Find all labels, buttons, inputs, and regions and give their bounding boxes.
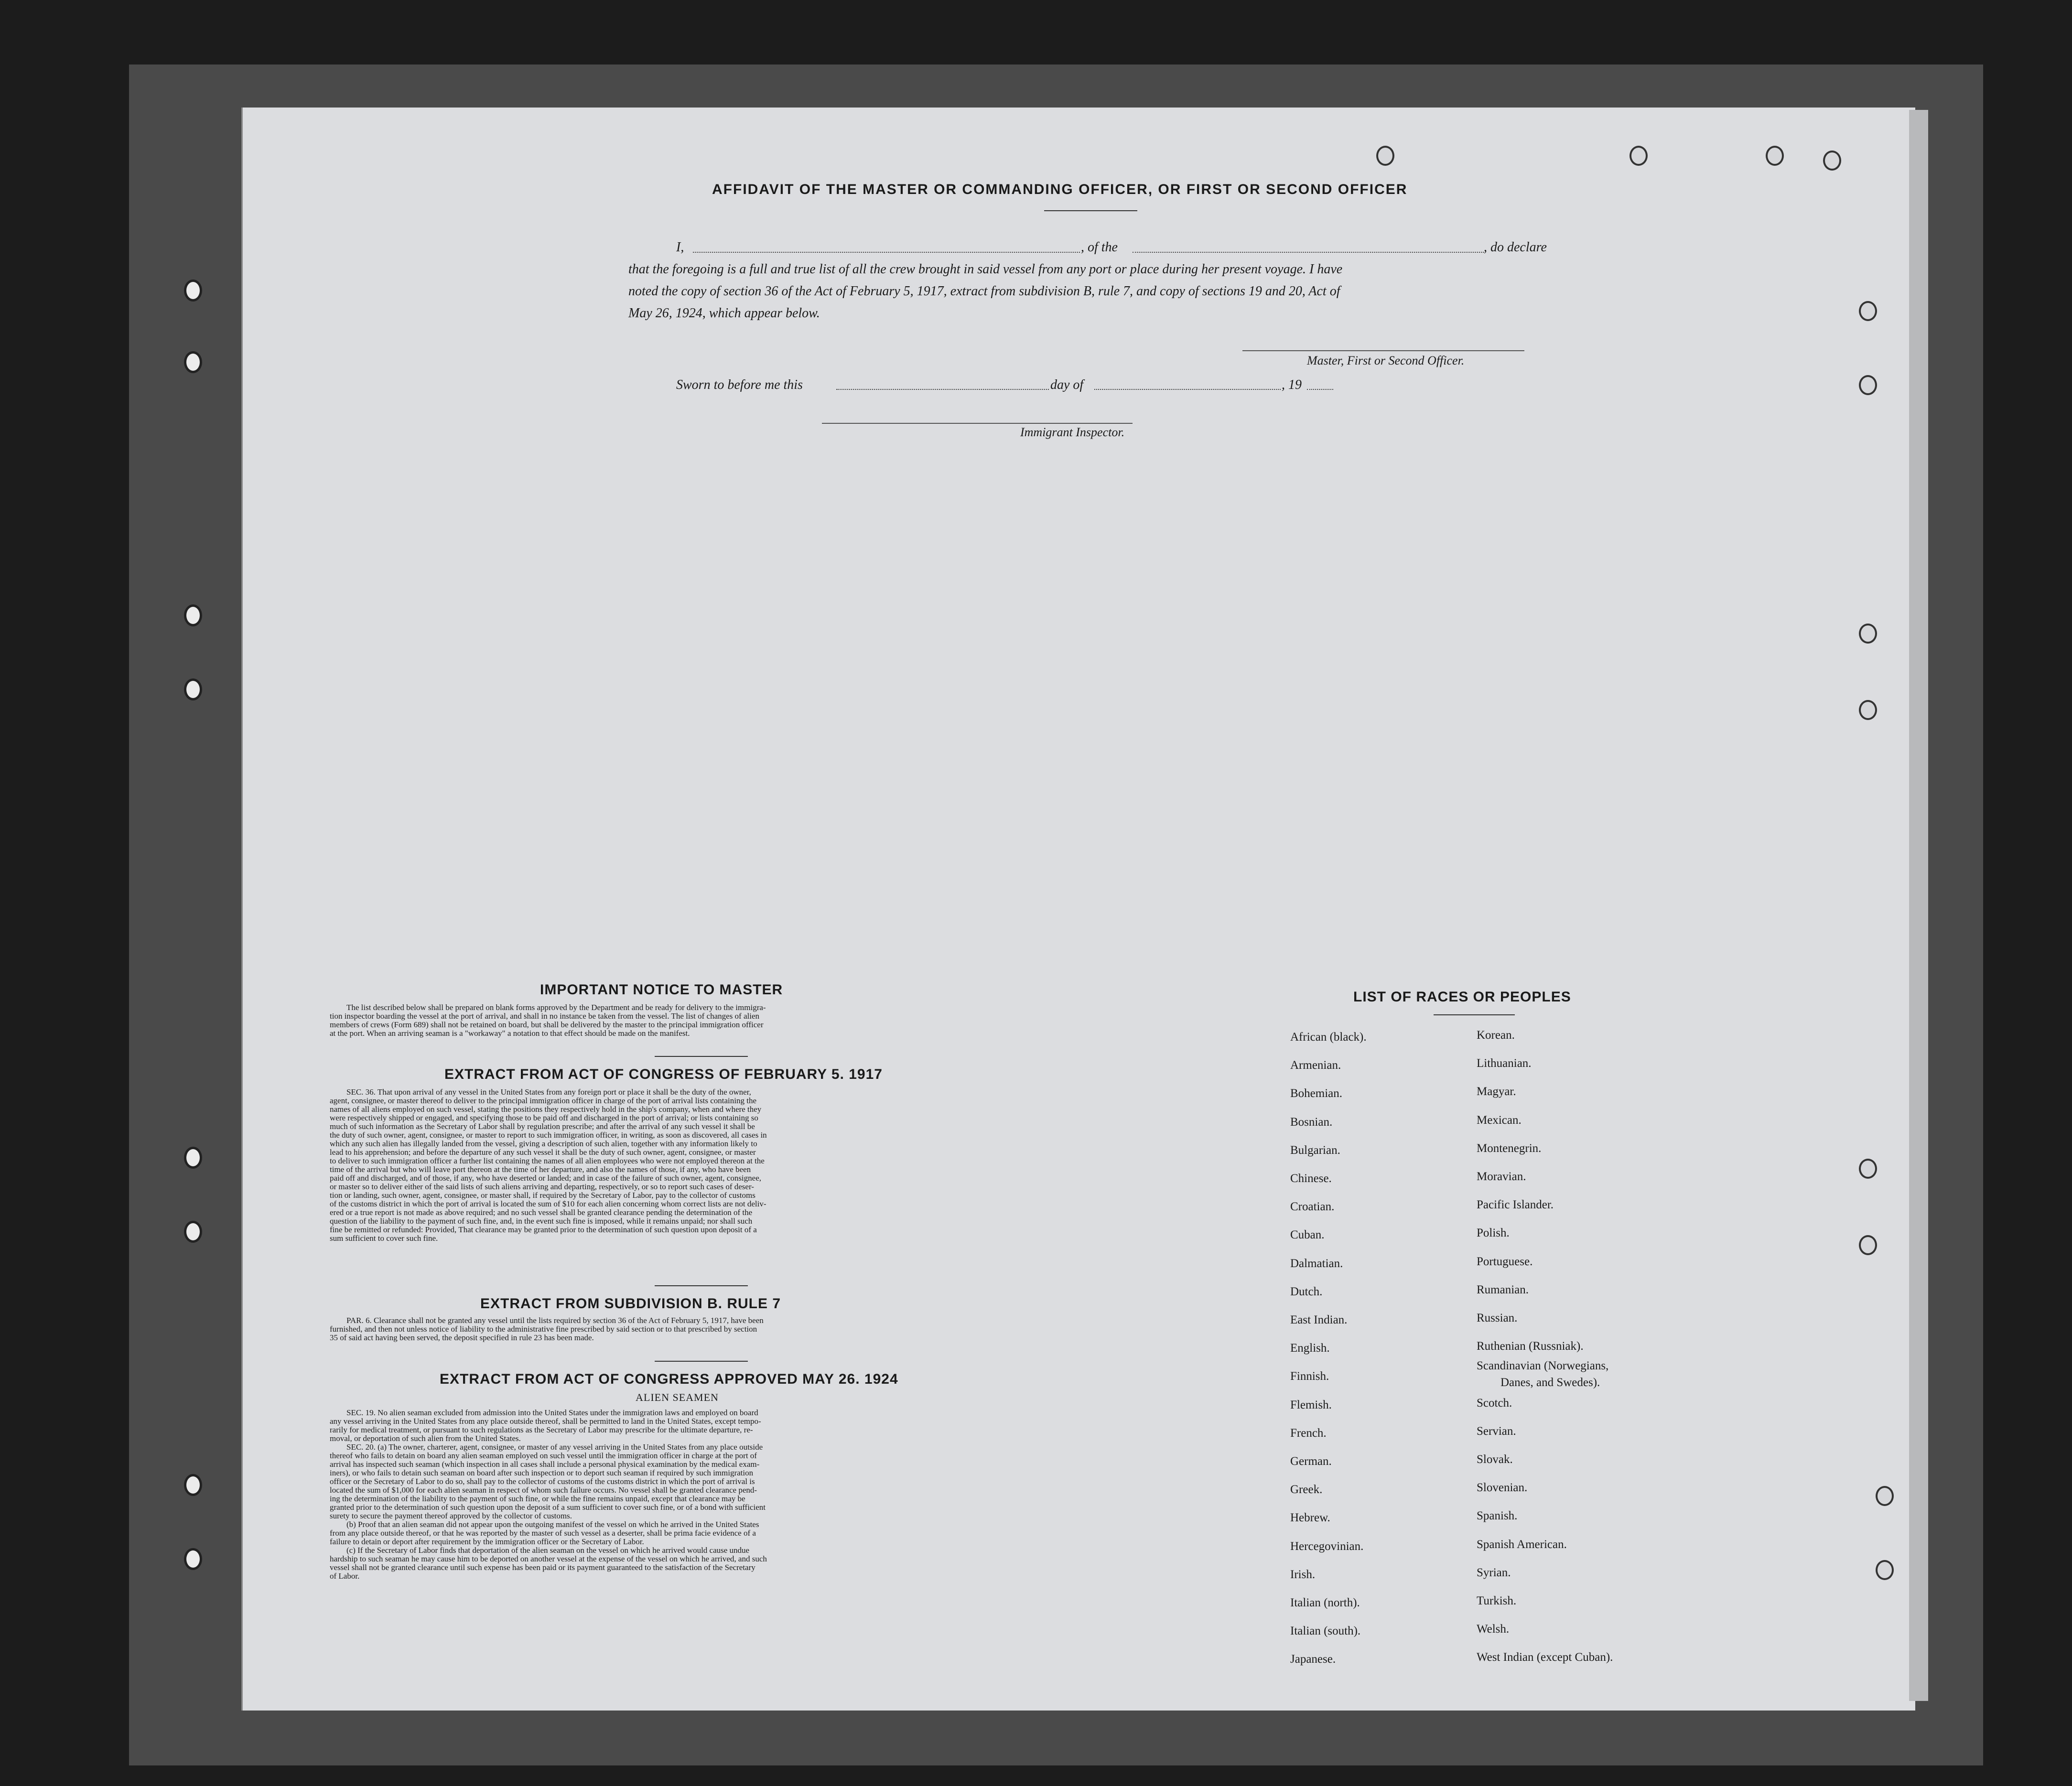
section-36-line: names of all aliens employed on such vessel, stating the positions they respectively hold in the ship's company, when and where they	[330, 1105, 762, 1114]
extract-1917-title: EXTRACT FROM ACT OF CONGRESS OF FEBRUARY 5. 1917	[444, 1066, 883, 1082]
races-title: LIST OF RACES OR PEOPLES	[1353, 989, 1571, 1005]
section-line: granted prior to the determination of such question upon the deposit of a sum sufficient to cover such fine, or of a bond with sufficient	[330, 1503, 766, 1512]
divider	[1044, 210, 1137, 211]
race-item: Cuban.	[1290, 1228, 1325, 1242]
section-line: rarily for medical treatment, or pursuant to such regulations as the Secretary of Labor may prescribe for the ultimate departure, re-	[330, 1425, 753, 1434]
rule7-line: PAR. 6. Clearance shall not be granted any vessel until the lists required by section 36 of the Act of February 5, 1917, have been	[346, 1316, 764, 1325]
sworn-month-blank	[1094, 388, 1281, 390]
race-item: Scotch.	[1477, 1396, 1512, 1409]
binder-hole	[1859, 301, 1877, 321]
binder-hole	[184, 1474, 202, 1496]
section-line: from any place outside thereof, or that he was reported by the master of such vessel as a deserter, shall be prima facie evidence of a	[330, 1528, 756, 1538]
inspector-signature-line	[822, 423, 1133, 424]
race-item: Korean.	[1477, 1029, 1515, 1042]
race-item: East Indian.	[1290, 1313, 1348, 1326]
section-36-line: sum sufficient to cover such fine.	[330, 1234, 438, 1243]
race-item: Rumanian.	[1477, 1283, 1529, 1296]
section-line: thereof who fails to detain on board any alien seaman employed on such vessel until the immigration officer in charge at the port of	[330, 1451, 757, 1460]
race-item: Hebrew.	[1290, 1511, 1330, 1525]
race-item: Italian (north).	[1290, 1596, 1360, 1609]
section-36-line: question of the liability to the payment of such fine, and, in the event such fine is imposed, while it remains unpaid; nor shall such	[330, 1216, 753, 1226]
section-19-20-text	[330, 1409, 1044, 1581]
race-item: Chinese.	[1290, 1172, 1332, 1185]
race-item: Polish.	[1477, 1227, 1510, 1240]
binder-hole	[1859, 624, 1877, 644]
section-36-line: ered or a true report is not made as above required; and no such vessel shall be granted clearance pending the determination of the	[330, 1208, 753, 1217]
race-item: Scandinavian (Norwegians,	[1477, 1359, 1609, 1373]
affidavit-declare: , do declare	[1484, 240, 1547, 255]
affidavit-line4: May 26, 1924, which appear below.	[628, 306, 820, 321]
binder-hole	[1859, 700, 1877, 720]
section-line: (c) If the Secretary of Labor finds that deportation of the alien seaman on the vessel on which he arrived would cause undue	[346, 1546, 750, 1555]
race-item: Ruthenian (Russniak).	[1477, 1340, 1584, 1353]
section-36-line: which any such alien has illegally landed from the vessel, giving a description of such alien, together with any information likely to	[330, 1139, 757, 1148]
section-36-line: much of such information as the Secretary of Labor shall by regulation prescribe; and after the arrival of any such vessel it shall be	[330, 1122, 755, 1131]
section-line: ing the determination of the liability to the payment of such fine, or while the fine remains unpaid, except that clearance may be	[330, 1494, 745, 1503]
section-line: moval, or deportation of such alien from the United States.	[330, 1434, 521, 1443]
race-item: Hercegovinian.	[1290, 1539, 1364, 1553]
section-line: of Labor.	[330, 1571, 360, 1581]
sworn-day-blank	[836, 388, 1049, 390]
rule7-title: EXTRACT FROM SUBDIVISION B. RULE 7	[480, 1296, 781, 1312]
rule7-line: 35 of said act having been served, the deposit specified in rule 23 has been made.	[330, 1333, 594, 1342]
section-line: SEC. 19. No alien seaman excluded from admission into the United States under the immigration laws and employed on board	[346, 1408, 758, 1417]
race-item: Dutch.	[1290, 1285, 1323, 1298]
binder-hole	[1823, 151, 1841, 171]
binder-hole	[184, 678, 202, 700]
binder-hole	[1876, 1486, 1894, 1506]
race-item: Russian.	[1477, 1312, 1518, 1324]
notice-line: members of crews (Form 689) shall not be retained on board, but shall be delivered by the master to the principal immigration officer	[330, 1020, 764, 1029]
section-36-line: to deliver to such immigration officer a further list containing the names of all alien employees who were not employed thereon at the	[330, 1156, 765, 1165]
section-line: iners), or who fails to detain such seaman on board after such inspection or to deport such seaman if required by such immigration	[330, 1468, 754, 1477]
race-item: Flemish.	[1290, 1398, 1332, 1411]
extract-1924-title: EXTRACT FROM ACT OF CONGRESS APPROVED MAY 26. 1924	[440, 1371, 898, 1387]
binder-hole	[1859, 1159, 1877, 1179]
notice-line: tion inspector boarding the vessel at the port of arrival, and shall in no instance be taken from the vessel. The list of changes of alien	[330, 1011, 760, 1021]
race-item: German.	[1290, 1455, 1332, 1468]
binder-hole	[184, 1221, 202, 1243]
section-line: located the sum of $1,000 for each alien seaman in respect of whom such failure occurs. No vessel shall be granted clearance pend-	[330, 1485, 757, 1495]
race-item: Finnish.	[1290, 1370, 1329, 1383]
alien-seamen-subtitle: ALIEN SEAMEN	[636, 1391, 719, 1403]
race-item: Slovenian.	[1477, 1481, 1528, 1495]
day-of-label: day of	[1050, 377, 1084, 392]
race-item: Armenian.	[1290, 1059, 1341, 1072]
race-item: Mexican.	[1477, 1113, 1522, 1127]
race-item-continued: Danes, and Swedes).	[1500, 1376, 1600, 1389]
race-item: Welsh.	[1477, 1623, 1510, 1636]
page-edge	[1909, 110, 1928, 1701]
race-item: Irish.	[1290, 1568, 1316, 1581]
binder-hole	[184, 1147, 202, 1169]
race-item: Dalmatian.	[1290, 1257, 1343, 1270]
affidavit-i: I,	[676, 240, 684, 255]
section-36-line: tion or landing, such owner, agent, consignee, or master shall, if required by the Secretary of Labor, pay to the collector of customs	[330, 1191, 755, 1200]
year-blank	[1307, 388, 1333, 390]
race-item: Bohemian.	[1290, 1087, 1343, 1100]
race-item: Syrian.	[1477, 1566, 1511, 1579]
race-item: Japanese.	[1290, 1653, 1336, 1666]
section-36-line: agent, consignee, or master thereof to deliver to the principal immigration officer in charge of the port of arrival lists containing the	[330, 1096, 756, 1105]
binder-hole	[1766, 146, 1784, 166]
race-item: Lithuanian.	[1477, 1057, 1532, 1070]
race-item: West Indian (except Cuban).	[1477, 1651, 1613, 1664]
section-36-line: the duty of such owner, agent, consignee, or master to report to such immigration officer, in writing, as soon as discovered, all cases in	[330, 1130, 767, 1140]
race-item: Spanish American.	[1477, 1538, 1567, 1551]
race-item: Pacific Islander.	[1477, 1198, 1554, 1212]
binder-hole	[1859, 375, 1877, 395]
section-36-line: were respectively shipped or engaged, and specifying those to be paid off and discharged in the port of arrival; or lists containing so	[330, 1113, 758, 1122]
race-item: English.	[1290, 1342, 1330, 1355]
section-36-line: fine be remitted or refunded: Provided, That clearance may be granted prior to the determination of such question upon deposit of a	[330, 1225, 757, 1234]
binder-hole	[184, 1548, 202, 1570]
section-line: arrival has inspected such seaman (which inspection in all cases shall include a personal physical examination by the medical exam-	[330, 1460, 760, 1469]
name-blank	[693, 251, 1080, 253]
race-item: Servian.	[1477, 1424, 1516, 1438]
section-36-line: or master so to deliver either of the said lists of such aliens arriving and departing, respectively, or so to report such cases of deser-	[330, 1182, 754, 1191]
section-line: hardship to such seaman he may cause him to be deported on another vessel at the expense of the vessel on which he arrived, and such	[330, 1554, 767, 1563]
section-line: any vessel arriving in the United States from any place outside thereof, shall be permitted to land in the United States, except tempo-	[330, 1417, 761, 1426]
binder-hole	[1630, 146, 1648, 166]
race-item: Italian (south).	[1290, 1625, 1361, 1638]
affidavit-title: AFFIDAVIT OF THE MASTER OR COMMANDING OFFICER, OR FIRST OR SECOND OFFICER	[712, 182, 1408, 197]
race-item: Magyar.	[1477, 1085, 1516, 1098]
affidavit-line2: that the foregoing is a full and true list of all the crew brought in said vessel from any port or place during her present voyage. I have	[628, 262, 1343, 277]
section-36-line: time of the arrival but who will leave port thereon at the time of her departure, and also the names of those, if any, who have been	[330, 1165, 751, 1174]
race-item: Greek.	[1290, 1483, 1323, 1496]
race-item: Croatian.	[1290, 1200, 1335, 1214]
rule7-line: furnished, and then not unless notice of liability to the administrative fine prescribed by said section or to that prescribed by section	[330, 1324, 757, 1334]
binder-hole	[1376, 146, 1394, 166]
master-signature-label: Master, First or Second Officer.	[1307, 354, 1465, 367]
notice-line: at the port. When an arriving seaman is a "workaway" a notation to that effect should be made on the manifest.	[330, 1029, 690, 1038]
section-36-line: paid off and discharged, and of those, if any, who have deserted or landed; and in case of the failure of such owner, agent, consignee,	[330, 1173, 762, 1183]
inspector-signature-label: Immigrant Inspector.	[1020, 425, 1125, 439]
section-line: failure to detain or deport after requirement by the immigration officer or the Secretary of Labor.	[330, 1537, 644, 1546]
divider	[655, 1361, 748, 1362]
rule7-text	[330, 1316, 1044, 1342]
section-line: (b) Proof that an alien seaman did not appear upon the outgoing manifest of the vessel on which he arrived in the United States	[346, 1520, 759, 1529]
binder-hole	[184, 280, 202, 301]
binder-hole	[1859, 1235, 1877, 1255]
notice-title: IMPORTANT NOTICE TO MASTER	[540, 982, 783, 998]
binder-hole	[1876, 1560, 1894, 1580]
race-item: Bosnian.	[1290, 1115, 1333, 1129]
race-item: Moravian.	[1477, 1170, 1526, 1183]
race-item: Montenegrin.	[1477, 1141, 1542, 1155]
race-item: Bulgarian.	[1290, 1143, 1340, 1157]
notice-line: The list described below shall be prepared on blank forms approved by the Department and be ready for delivery to the immigra-	[346, 1003, 766, 1012]
notice-text	[330, 1003, 1044, 1038]
race-item: Spanish.	[1477, 1509, 1518, 1523]
binder-hole	[184, 604, 202, 626]
sworn-label: Sworn to before me this	[676, 377, 803, 392]
section-36-text	[330, 1088, 1044, 1243]
section-line: SEC. 20. (a) The owner, charterer, agent, consignee, or master of any vessel arriving in the United States from any place outside	[346, 1442, 763, 1452]
race-item: Turkish.	[1477, 1594, 1517, 1607]
section-36-line: SEC. 36. That upon arrival of any vessel in the United States from any foreign port or place it shall be the duty of the owner,	[346, 1087, 751, 1097]
section-line: vessel shall not be granted clearance until such expense has been paid or its payment guaranteed to the satisfaction of the Secretary	[330, 1563, 755, 1572]
affidavit-of: , of the	[1081, 240, 1118, 255]
section-line: surety to secure the payment thereof approved by the collector of customs.	[330, 1511, 572, 1520]
race-item: French.	[1290, 1426, 1327, 1440]
race-item: Portuguese.	[1477, 1255, 1533, 1268]
section-36-line: lead to his apprehension; and before the departure of any such vessel it shall be the duty of such owner, agent, consignee, or master	[330, 1148, 756, 1157]
divider	[655, 1285, 748, 1286]
affidavit-line3: noted the copy of section 36 of the Act of February 5, 1917, extract from subdivision B, rule 7, and copy of sections 19 and 20, Act of	[628, 284, 1340, 299]
section-36-line: of the customs district in which the port of arrival is located the sum of $10 for each alien concerning whom correct lists are not deliv-	[330, 1199, 766, 1208]
section-line: officer or the Secretary of Labor to do so, shall pay to the collector of customs of the customs district in which the port of arrival is	[330, 1477, 755, 1486]
divider	[1434, 1014, 1515, 1015]
divider	[655, 1056, 748, 1057]
race-item: African (black).	[1290, 1031, 1367, 1044]
vessel-blank	[1133, 251, 1484, 253]
race-item: Slovak.	[1477, 1453, 1513, 1466]
year-label: , 19	[1282, 377, 1302, 392]
master-signature-line	[1242, 350, 1524, 351]
binder-hole	[184, 351, 202, 373]
